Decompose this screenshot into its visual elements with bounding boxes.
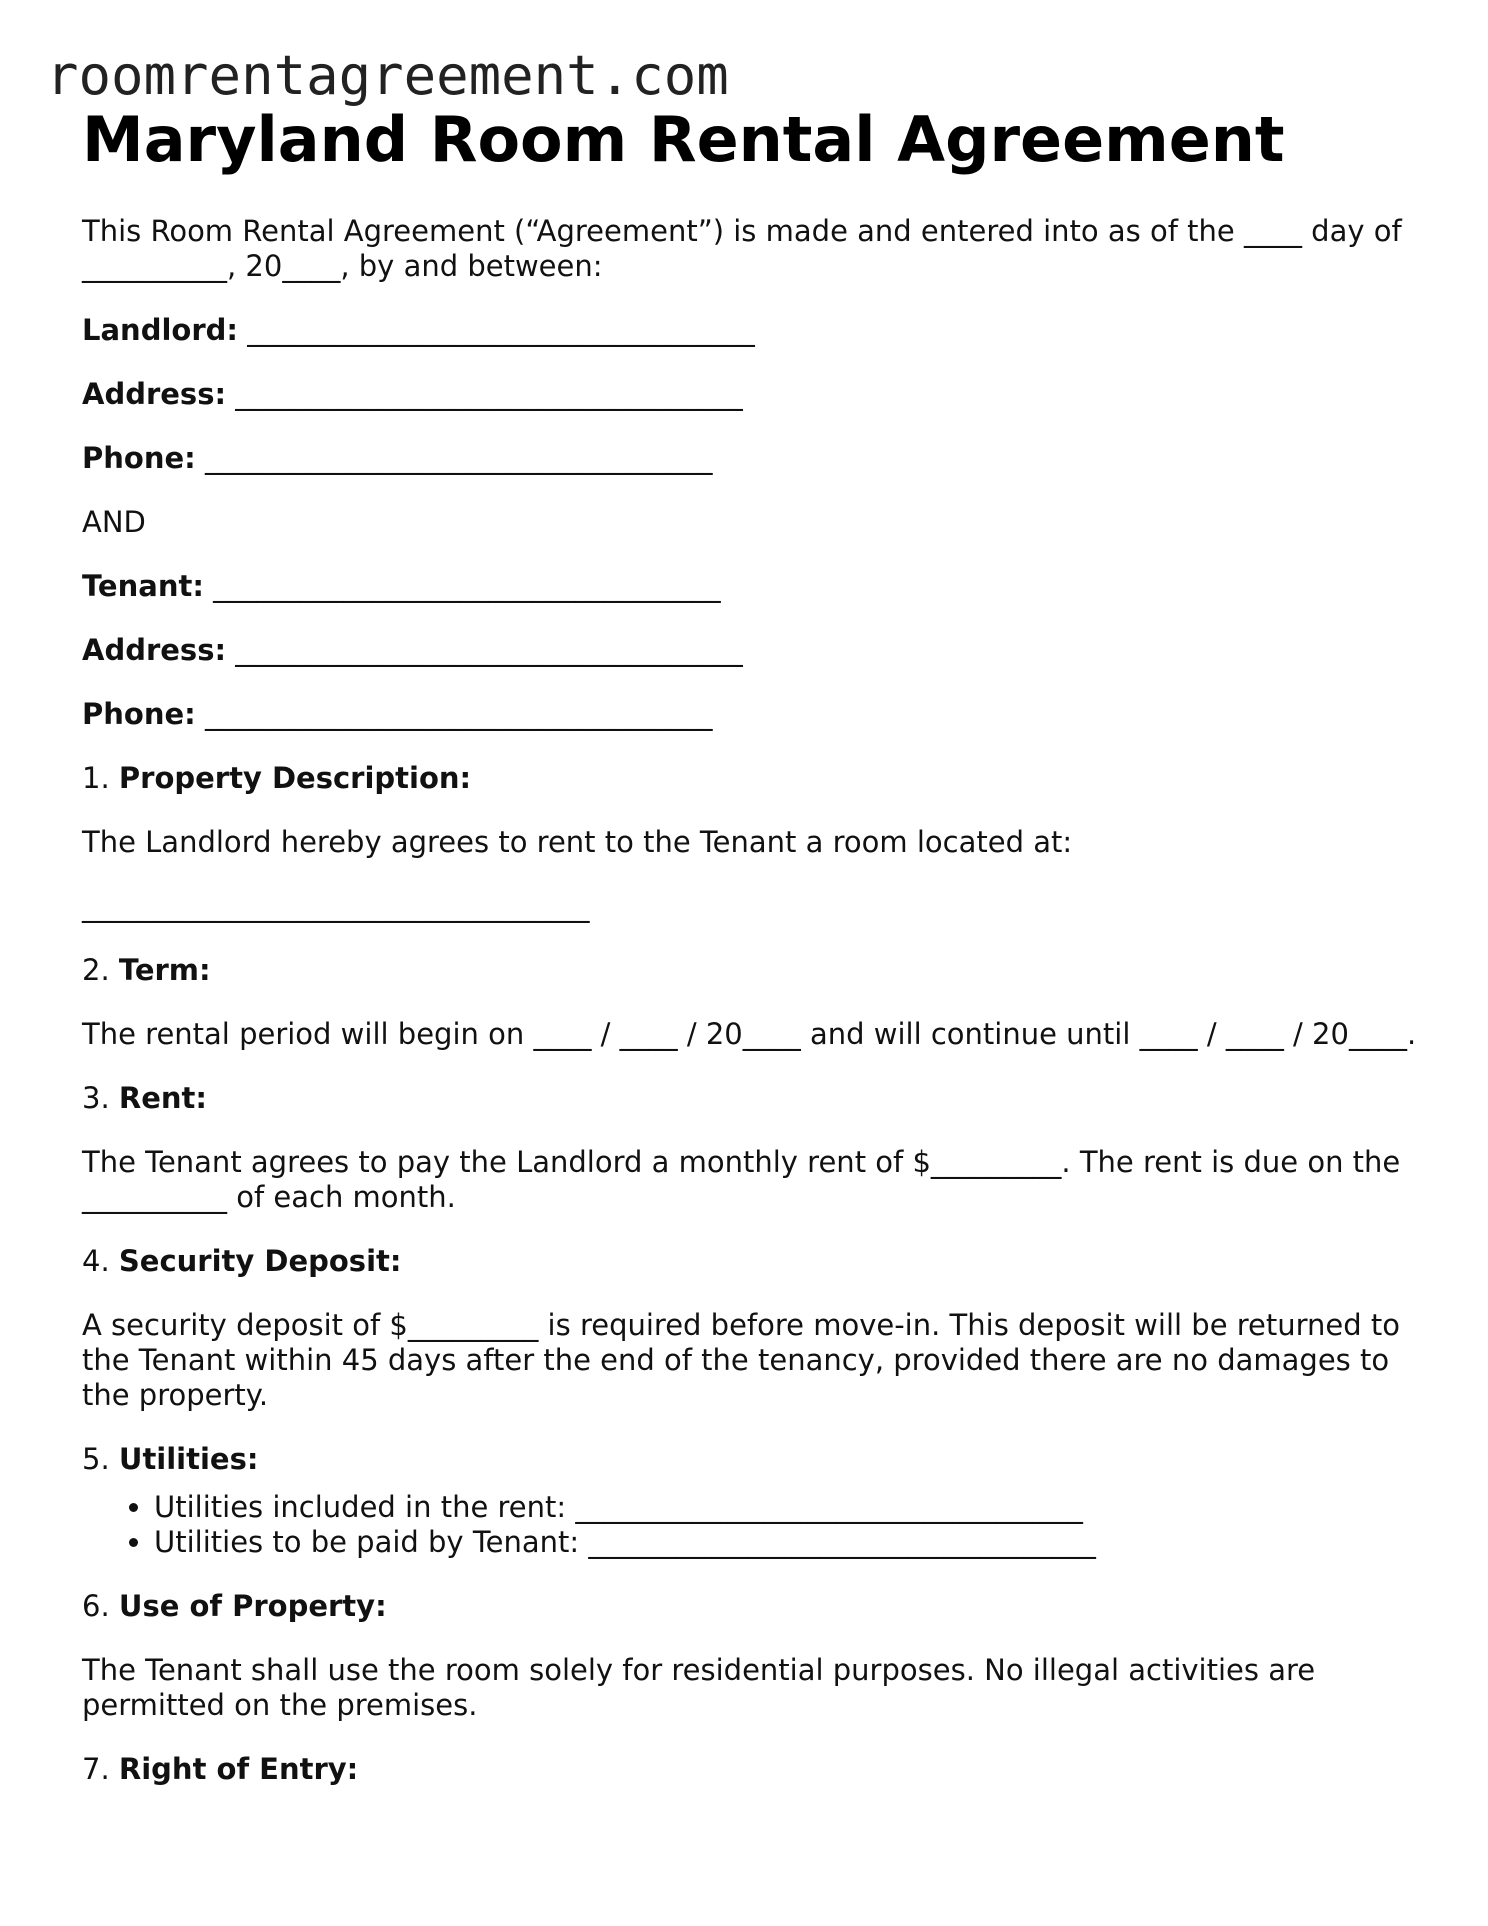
landlord-name-field [82, 313, 1422, 348]
section-use-text: The Tenant shall use the room solely for residential purposes. No illegal activities are permitted on the premises. [82, 1653, 1316, 1722]
landlord-phone-blank[interactable]: ___________________________________ [204, 441, 713, 475]
landlord-address-label: Address: [82, 377, 227, 411]
section-utilities-heading [82, 1442, 1422, 1477]
section-title: Utilities: [118, 1442, 259, 1476]
landlord-phone-field [82, 441, 1422, 476]
section-title: Term: [118, 953, 211, 987]
section-deposit-heading [82, 1244, 1422, 1279]
section-number: 5. [82, 1442, 110, 1476]
landlord-name-blank[interactable]: ___________________________________ [247, 313, 755, 347]
tenant-address-field [82, 633, 1422, 668]
section-rent-text: The Tenant agrees to pay the Landlord a monthly rent of $_________. The rent is due on the __________ of each month. [82, 1145, 1401, 1214]
section-title: Right of Entry: [118, 1752, 359, 1786]
section-term-text: The rental period will begin on ____ / ____ / 20____ and will continue until ____ / ____ / 20____. [82, 1017, 1417, 1051]
tenant-phone-blank[interactable]: ___________________________________ [204, 697, 713, 731]
section-use-heading [82, 1589, 1422, 1624]
and-separator: AND [82, 505, 146, 539]
utilities-list [82, 1490, 1422, 1560]
section-number: 3. [82, 1081, 110, 1115]
intro-paragraph: This Room Rental Agreement (“Agreement”) is made and entered into as of the ____ day of __________, 20____, by and between: [82, 214, 1402, 283]
property-address-blank[interactable]: ___________________________________ [82, 889, 590, 923]
section-title: Use of Property: [118, 1589, 387, 1623]
tenant-address-blank[interactable]: ___________________________________ [235, 633, 743, 667]
landlord-phone-label: Phone: [82, 441, 196, 475]
section-title: Property Description: [118, 761, 472, 795]
section-property-text: The Landlord hereby agrees to rent to the Tenant a room located at: [82, 825, 1073, 859]
section-deposit-text: A security deposit of $_________ is required before move-in. This deposit will be returned to the Tenant within 45 days after the end of the tenancy, provided there are no damages to the property. [82, 1308, 1401, 1412]
site-watermark: roomrentagreement.com [46, 44, 729, 107]
landlord-address-field [82, 377, 1422, 412]
landlord-address-blank[interactable]: ___________________________________ [235, 377, 743, 411]
tenant-name-field [82, 569, 1422, 604]
section-number: 1. [82, 761, 110, 795]
agreement-document [82, 100, 1422, 1787]
list-item: • Utilities to be paid by Tenant: ___________________________________ [154, 1525, 1422, 1560]
document-title: Maryland Room Rental Agreement [82, 103, 1285, 176]
tenant-name-blank[interactable]: ___________________________________ [213, 569, 721, 603]
section-property-heading [82, 761, 1422, 796]
tenant-phone-field [82, 697, 1422, 732]
section-title: Rent: [118, 1081, 207, 1115]
section-entry-heading [82, 1752, 1422, 1787]
section-number: 7. [82, 1752, 110, 1786]
tenant-name-label: Tenant: [82, 569, 204, 603]
tenant-address-label: Address: [82, 633, 227, 667]
section-number: 2. [82, 953, 110, 987]
section-number: 6. [82, 1589, 110, 1623]
section-number: 4. [82, 1244, 110, 1278]
section-term-heading [82, 953, 1422, 988]
section-rent-heading [82, 1081, 1422, 1116]
tenant-phone-label: Phone: [82, 697, 196, 731]
section-title: Security Deposit: [118, 1244, 402, 1278]
list-item: • Utilities included in the rent: ___________________________________ [154, 1490, 1422, 1525]
landlord-name-label: Landlord: [82, 313, 238, 347]
